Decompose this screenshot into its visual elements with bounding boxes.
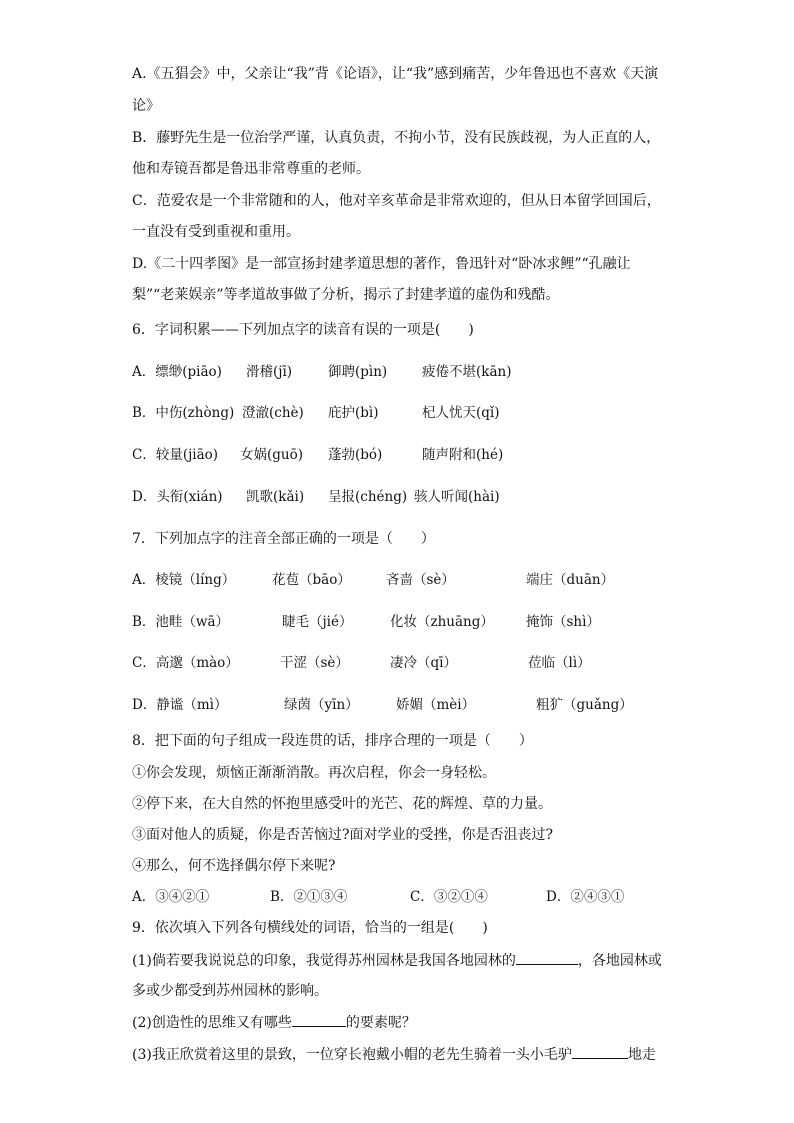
q8-stem: 8．把下面的句子组成一段连贯的话，排序合理的一项是（ ） — [132, 733, 533, 749]
q7-c-item: 凄冷（qī） — [390, 655, 457, 671]
q6-c-item: 随声附和(hé) — [422, 447, 504, 463]
fill-in-blank — [292, 1012, 346, 1027]
q6-d-item: 骇人听闻(hài) — [414, 489, 500, 505]
q7-d-item: 娇媚（mèi） — [396, 697, 476, 713]
fill-in-blank — [516, 950, 578, 965]
q7-b-item: 掩饰（shì） — [526, 614, 600, 630]
q6-a-item: 疲倦不堪(kān) — [422, 364, 512, 380]
q7-a-item: 吝啬（sè） — [386, 572, 455, 588]
q7-c-item: 干涩（sè） — [280, 655, 349, 671]
q9-sentence-3 — [132, 1044, 656, 1065]
q7-a-item: 端庄（duān） — [526, 572, 615, 588]
q9-stem: 9．依次填入下列各句横线处的词语，恰当的一组是( ) — [132, 920, 488, 936]
q9-s2-text-a: (2)创造性的思维又有哪些 — [132, 1015, 292, 1031]
q6-d-item: D．头衔(xián) — [132, 489, 223, 505]
q7-a-item: A．棱镜（líng） — [132, 572, 236, 588]
q6-b-item: 澄澈(chè) — [242, 405, 304, 421]
q9-s2-text-b: 的要素呢？ — [345, 1015, 416, 1031]
q7-d-item: D．静谧（mì） — [132, 697, 228, 713]
q7-d-item: 粗犷（guǎng） — [536, 697, 633, 713]
q6-d-item: 呈报(chéng) — [328, 489, 408, 505]
q7-d-item: 绿茵（yīn） — [284, 697, 359, 713]
q5-option-a-line1: A.《五猖会》中，父亲让“我”背《论语》，让“我”感到痛苦，少年鲁迅也不喜欢《天演 — [132, 66, 659, 82]
q9-sentence-1-line1 — [132, 950, 662, 971]
q6-stem: 6．字词积累——下列加点字的读音有误的一项是( ) — [132, 322, 474, 338]
q5-option-d-line1: D.《二十四孝图》是一部宣扬封建孝道思想的著作，鲁迅针对“卧冰求鲤”“孔融让 — [132, 256, 631, 272]
q9-s1-text-a: (1)倘若要我说说总的印象，我觉得苏州园林是我国各地园林的 — [132, 953, 516, 969]
q6-c-item: C．较量(jiāo) — [132, 447, 219, 463]
q5-option-c-line2: 一直没有受到重视和重用。 — [132, 224, 300, 240]
q7-stem: 7．下列加点字的注音全部正确的一项是（ ） — [132, 531, 435, 547]
q6-a-item: 滑稽(jī) — [246, 364, 293, 380]
q8-sentence-4: ④那么，何不选择偶尔停下来呢? — [132, 858, 336, 874]
q5-option-d-line2: 梨”“老莱娱亲”等孝道故事做了分析，揭示了封建孝道的虚伪和残酷。 — [132, 287, 560, 303]
q6-b-item: B．中伤(zhòng) — [132, 405, 235, 421]
q8-sentence-1: ①你会发现，烦恼正渐渐消散。再次启程，你会一身轻松。 — [132, 765, 496, 781]
q8-option-d: D．②④③① — [546, 889, 625, 905]
q6-b-item: 庇护(bì) — [328, 405, 379, 421]
q7-c-item: C．高邈（mào） — [132, 655, 239, 671]
q5-option-c-line1: C．范爱农是一个非常随和的人，他对辛亥革命是非常欢迎的，但从日本留学回国后， — [132, 193, 661, 209]
q6-a-item: 御聘(pìn) — [328, 364, 388, 380]
q5-option-a-line2: 论》 — [132, 98, 160, 114]
q6-b-item: 杞人忧天(qǐ) — [422, 405, 500, 421]
q7-b-item: 化妆（zhuāng） — [390, 614, 494, 630]
q8-sentence-3: ③面对他人的质疑，你是否苦恼过?面对学业的受挫，你是否沮丧过? — [132, 827, 554, 843]
q5-option-b-line1: B．藤野先生是一位治学严谨，认真负责，不拘小节，没有民族歧视，为人正直的人， — [132, 130, 661, 146]
q8-option-a: A．③④②① — [132, 889, 210, 905]
q8-option-b: B．②①③④ — [270, 889, 348, 905]
q6-d-item: 凯歌(kǎi) — [246, 489, 305, 505]
q9-s3-text-b: 地走 — [627, 1047, 656, 1063]
q7-b-item: B．池畦（wā） — [132, 614, 230, 630]
q6-a-item: A．缥缈(piāo) — [132, 364, 222, 380]
q7-b-item: 睫毛（jié） — [282, 614, 353, 630]
q9-sentence-1-line2: 多或少都受到苏州园林的影响。 — [132, 983, 328, 999]
q6-c-item: 蓬勃(bó) — [328, 447, 383, 463]
q9-s3-text-a: (3)我正欣赏着这里的景致，一位穿长袍戴小帽的老先生骑着一头小毛驴 — [132, 1047, 572, 1063]
q9-sentence-2 — [132, 1012, 416, 1033]
q8-sentence-2: ②停下来，在大自然的怀抱里感受叶的光芒、花的辉煌、草的力量。 — [132, 796, 552, 812]
q5-option-b-line2: 他和寿镜吾都是鲁迅非常尊重的老师。 — [132, 161, 370, 177]
q6-c-item: 女娲(guō) — [240, 447, 303, 463]
q7-c-item: 莅临（lì） — [528, 655, 591, 671]
q8-option-c: C．③②①④ — [410, 889, 488, 905]
q7-a-item: 花苞（bāo） — [272, 572, 351, 588]
fill-in-blank — [572, 1044, 628, 1059]
q9-s1-text-b: ，各地园林或 — [577, 953, 662, 969]
